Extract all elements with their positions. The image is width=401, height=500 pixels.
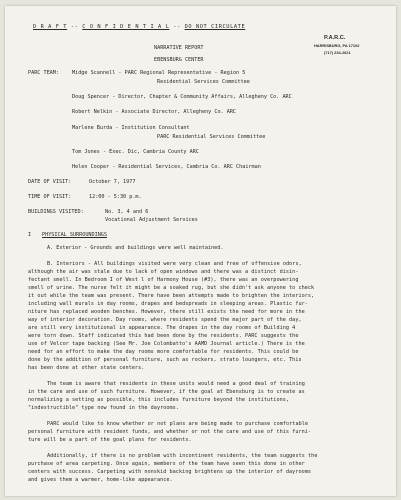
body-line: centers with success. Carpeting with nonskid backing brightens up the interior of dayrooms bbox=[28, 469, 312, 475]
visit-date-label: DATE OF VISIT: bbox=[28, 179, 72, 185]
banner-separator: -- bbox=[70, 24, 79, 30]
draft-label: D R A F T bbox=[33, 24, 68, 30]
team-member-line: Marlene Burda - Institution Consultant bbox=[72, 125, 190, 131]
body-line: The team is aware that residents in these units would need a good deal of training bbox=[47, 381, 305, 387]
do-not-circulate-label: DO NOT CIRCULATE bbox=[184, 24, 246, 30]
body-line: were torn down. Staff indicated this had been done by the residents. PARC suggests the bbox=[28, 333, 299, 339]
org-phone: (717) 234-2621 bbox=[324, 50, 351, 55]
body-line: and gives them a warmer, home-like appearance. bbox=[28, 477, 173, 483]
report-title: NARRATIVE REPORT bbox=[154, 45, 204, 51]
confidential-label: C O N F I D E N T I A L bbox=[82, 24, 170, 30]
body-line: it out while the team was present. There have been attempts made to brighten the interiors, bbox=[28, 293, 315, 299]
body-line: are still very institutional in appearance. The drapes in the day rooms of Building 4 bbox=[28, 325, 296, 331]
body-line: fectant smell. In Bedroom I of West l of Harmony House (#3), there was an overpowering bbox=[28, 277, 299, 283]
team-member-line: Robert Nelkin - Associate Director, Allegheny Co. ARC bbox=[72, 109, 237, 115]
visit-time-label: TIME OF VISIT: bbox=[28, 194, 72, 200]
body-line: ture will be a part of the goal plans for residents. bbox=[28, 437, 192, 443]
body-line: including wall murals in day rooms, drapes and bedspreads in sleeping areas. Plastic fur- bbox=[28, 301, 308, 307]
visit-time: 12:00 - 5:30 p.m. bbox=[89, 194, 142, 200]
body-line: done by the addition of personal furniture, such as rockers, strato loungers, etc. This bbox=[28, 357, 302, 363]
body-line: PARC would like to know whether or not plans are being made to purchase comfortable bbox=[47, 421, 309, 427]
body-line: use of Velcor tape backing (See Mr. Joe Colombatto's AAMD Journal article.) There is the bbox=[28, 341, 305, 347]
body-line: purchase of area carpeting. Once again, members of the team have seen this done in other bbox=[28, 461, 305, 467]
buildings-list: No. 3, 4 and 6 bbox=[105, 209, 149, 215]
buildings-label: BUILDINGS VISITED: bbox=[28, 209, 84, 215]
banner-separator: -- bbox=[173, 24, 181, 30]
body-line: "indestructible" type now found in the dayrooms. bbox=[28, 405, 179, 411]
body-line: in the care and use of such furniture. However, if the goal at Ebensburg is to create as bbox=[28, 389, 305, 395]
section-numeral: I bbox=[28, 232, 32, 238]
buildings-list: Vocational Adjustment Services bbox=[105, 217, 198, 223]
team-member-line: PARC Residential Services Committee bbox=[157, 134, 266, 140]
body-line: B. Interiors - All buildings visited were very clean and free of offensive odors, bbox=[47, 261, 302, 267]
team-member-line: Residential Services Committee bbox=[157, 79, 250, 85]
body-line: has been done at other state centers. bbox=[28, 365, 145, 371]
team-member-line: Tom Jones - Exec. Dic, Cambria County ARC bbox=[72, 149, 199, 155]
body-line: although the air was stale due to lack of open windows and there was a distinct disin- bbox=[28, 269, 299, 275]
team-member-line: Helen Cooper - Residential Services, Cambria Co. ARC Chairman bbox=[72, 164, 261, 170]
org-address: HARRISBURG, PA 17102 bbox=[314, 43, 360, 48]
body-line: need for an effort to make the day rooms more comfortable for residents. This could be bbox=[28, 349, 299, 355]
visit-date: October 7, 1977 bbox=[89, 179, 136, 185]
body-line: niture has replaced wooden benches. However, there still exists the need for more in the bbox=[28, 309, 305, 315]
section-subhead: A. Exterior - Grounds and buildings were well maintained. bbox=[47, 245, 224, 251]
team-member-line: Midge Scannell - PARC Regional Representative - Region 5 bbox=[72, 70, 246, 76]
body-line: personal furniture with resident funds, and whether or not the care and use of this furni- bbox=[28, 429, 312, 435]
body-line: smell of urine. The nurse felt it might be a soaked rug, but she didn't ask anyone to check bbox=[28, 285, 315, 291]
team-member-line: Doug Spencer - Director, Chapter & Community Affairs, Allegheny Co. ARC bbox=[72, 94, 292, 100]
body-line: way of interior decoration. Day rooms, where residents spend the major part of the day, bbox=[28, 317, 302, 323]
body-line: normalizing a setting as possible, this includes furniture beyond the institutions, bbox=[28, 397, 290, 403]
org-name: P.A.R.C. bbox=[324, 35, 346, 41]
document-page bbox=[5, 6, 396, 496]
team-label: PARC TEAM: bbox=[28, 70, 59, 76]
section-title: PHYSICAL SURROUNDINGS bbox=[42, 232, 107, 238]
report-subtitle: EBENSBURG CENTER bbox=[154, 57, 204, 63]
body-line: Additionally, if there is no problem with incontinent residents, the team suggests the bbox=[47, 453, 318, 459]
draft-banner bbox=[33, 25, 245, 30]
